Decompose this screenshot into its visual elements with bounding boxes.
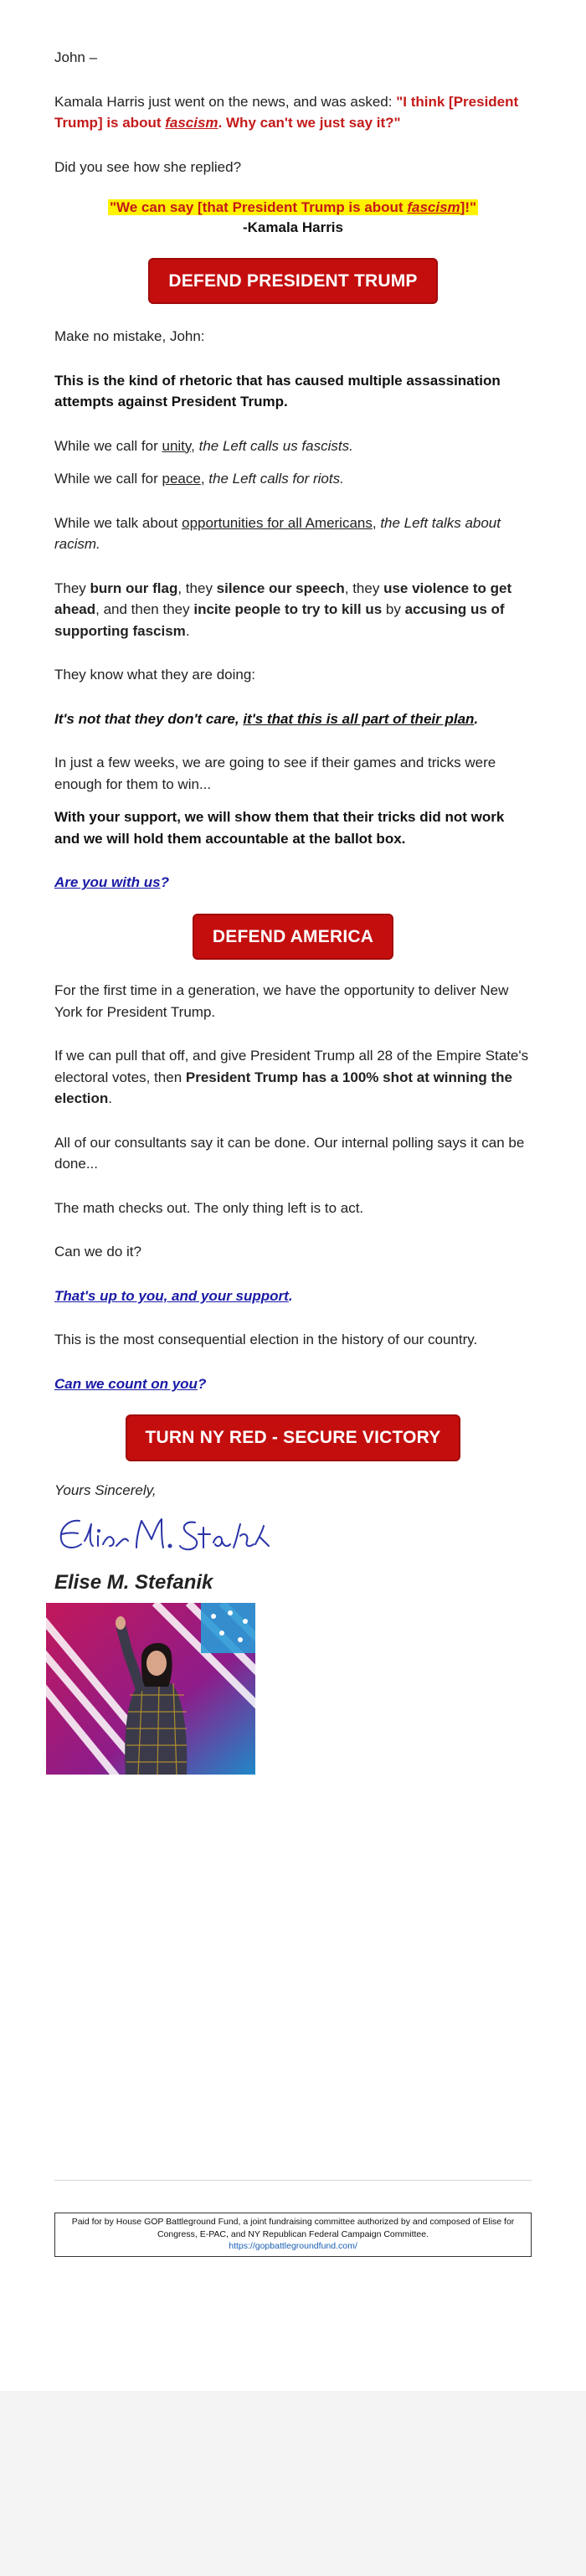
button-row-2: [54, 914, 532, 961]
math-line: The math checks out. The only thing left is to act.: [54, 1199, 364, 1216]
up-to-you-period: .: [288, 1287, 293, 1304]
rhetoric-paragraph: This is the kind of rhetoric that has caused multiple assassination attempts against President Trump.: [54, 372, 501, 410]
opp-c: the Left talks about racism.: [54, 514, 501, 553]
burn-b5: accusing us of supporting fascism: [54, 601, 505, 639]
peace-u: peace: [162, 471, 201, 487]
photo-svg: [46, 1603, 255, 1775]
disclaimer-link[interactable]: https://gopbattlegroundfund.com/: [229, 2241, 357, 2252]
harris-quote-a: "We can say [that President Trump is about: [109, 199, 408, 215]
pull-off-paragraph: [54, 1045, 532, 1110]
unity-b: ,: [191, 437, 199, 454]
plan-a: It's not that they don't care,: [54, 710, 244, 727]
burn-t5: by: [382, 601, 405, 618]
harris-quote-word: fascism: [407, 199, 460, 215]
harris-quote-highlight: [108, 199, 478, 215]
peace-c: the Left calls for riots.: [208, 471, 344, 487]
are-you-with-us-link[interactable]: Are you with us: [54, 874, 161, 891]
support-paragraph: With your support, we will show them that their tricks did not work and we will hold them accountable at the ballot box.: [54, 809, 505, 847]
consultants-paragraph: All of our consultants say it can be done. Our internal polling says it can be done...: [54, 1134, 525, 1172]
few-weeks: In just a few weeks, we are going to see if their games and tricks were enough for them to win...: [54, 755, 496, 792]
opp-b: ,: [372, 514, 381, 531]
harris-quote-line: [54, 198, 532, 218]
with-us-line: [54, 872, 532, 894]
make-no-mistake: Make no mistake, John:: [54, 328, 205, 345]
opp-a: While we talk about: [54, 514, 182, 531]
turn-ny-red-button[interactable]: TURN NY RED - SECURE VICTORY: [126, 1414, 461, 1461]
signer-name: Elise M. Stefanik: [54, 1571, 213, 1595]
they-know: They know what they are doing:: [54, 667, 256, 683]
signature-svg: [54, 1511, 272, 1559]
burn-t3: , they: [344, 580, 384, 596]
plan-b: .: [474, 710, 479, 727]
up-to-you-line: [54, 1285, 532, 1307]
defend-president-trump-button[interactable]: DEFEND PRESIDENT TRUMP: [148, 258, 437, 305]
burn-flag-paragraph: [54, 578, 532, 642]
consequential-line: This is the most consequential election in the history of our country.: [54, 1332, 478, 1348]
burn-b3: use violence to get ahead: [54, 580, 512, 618]
count-on-you-link[interactable]: Can we count on you: [54, 1375, 198, 1392]
peace-a: While we call for: [54, 471, 162, 487]
intro-lead: Kamala Harris just went on the news, and was asked:: [54, 93, 397, 110]
pull-b: President Trump has a 100% shot at winning the election: [54, 1069, 513, 1107]
burn-b2: silence our speech: [216, 580, 345, 596]
button-row-3: [54, 1414, 532, 1461]
footer-divider: [54, 2180, 532, 2181]
opp-u: opportunities for all Americans: [182, 514, 373, 531]
footer: [0, 2180, 586, 2257]
unity-a: While we call for: [54, 437, 162, 454]
unity-c: the Left calls us fascists.: [198, 437, 353, 454]
disclaimer-text: Paid for by House GOP Battleground Fund, a joint fundraising committee authorized by and composed of Elise for Congress, E-PAC, and NY Republican Federal Campaign Committee.: [71, 2217, 515, 2239]
harris-quote: [54, 198, 532, 238]
opportunities-line: [54, 513, 532, 555]
burn-t1: They: [54, 580, 90, 596]
burn-t4: , and then they: [95, 601, 194, 618]
pull-a: If we can pull that off, and give President Trump all 28 of the Empire State's electoral votes, then: [54, 1048, 529, 1085]
question-replied: Did you see how she replied?: [54, 158, 242, 175]
burn-b4: incite people to try to kill us: [193, 601, 383, 618]
plan-line: [54, 708, 532, 730]
unity-u: unity: [162, 437, 192, 454]
pull-c: .: [108, 1090, 112, 1107]
count-on-qmark: ?: [197, 1375, 207, 1392]
harris-attribution: -Kamala Harris: [242, 219, 343, 235]
unity-line: [54, 435, 532, 457]
defend-america-button[interactable]: DEFEND AMERICA: [193, 914, 393, 961]
burn-b1: burn our flag: [90, 580, 178, 596]
candidate-photo: [46, 1603, 255, 1775]
signature-image: [54, 1511, 532, 1559]
harris-quote-b: ]!": [460, 199, 477, 215]
greeting: John –: [54, 49, 98, 65]
yours-sincerely: Yours Sincerely,: [54, 1481, 157, 1498]
peace-b: ,: [200, 471, 209, 487]
intro-paragraph: [54, 91, 532, 134]
intro-quote-word: fascism: [165, 115, 218, 131]
burn-t2: , they: [177, 580, 217, 596]
peace-line: [54, 468, 532, 490]
can-we-do-it: Can we do it?: [54, 1244, 141, 1260]
button-row-1: [54, 258, 532, 305]
with-us-qmark: ?: [160, 874, 169, 891]
first-time-paragraph: For the first time in a generation, we have the opportunity to deliver New York for President Trump.: [54, 982, 509, 1020]
intro-quote-a: "I think [President Trump] is about: [54, 93, 519, 131]
count-on-you-line: [54, 1373, 532, 1395]
up-to-you-link[interactable]: That's up to you, and your support: [54, 1287, 289, 1304]
plan-u: it's that this is all part of their plan: [243, 710, 475, 727]
disclaimer-box: [54, 2213, 532, 2257]
intro-quote-b: . Why can't we just say it?": [218, 115, 401, 131]
burn-t6: .: [185, 622, 190, 639]
